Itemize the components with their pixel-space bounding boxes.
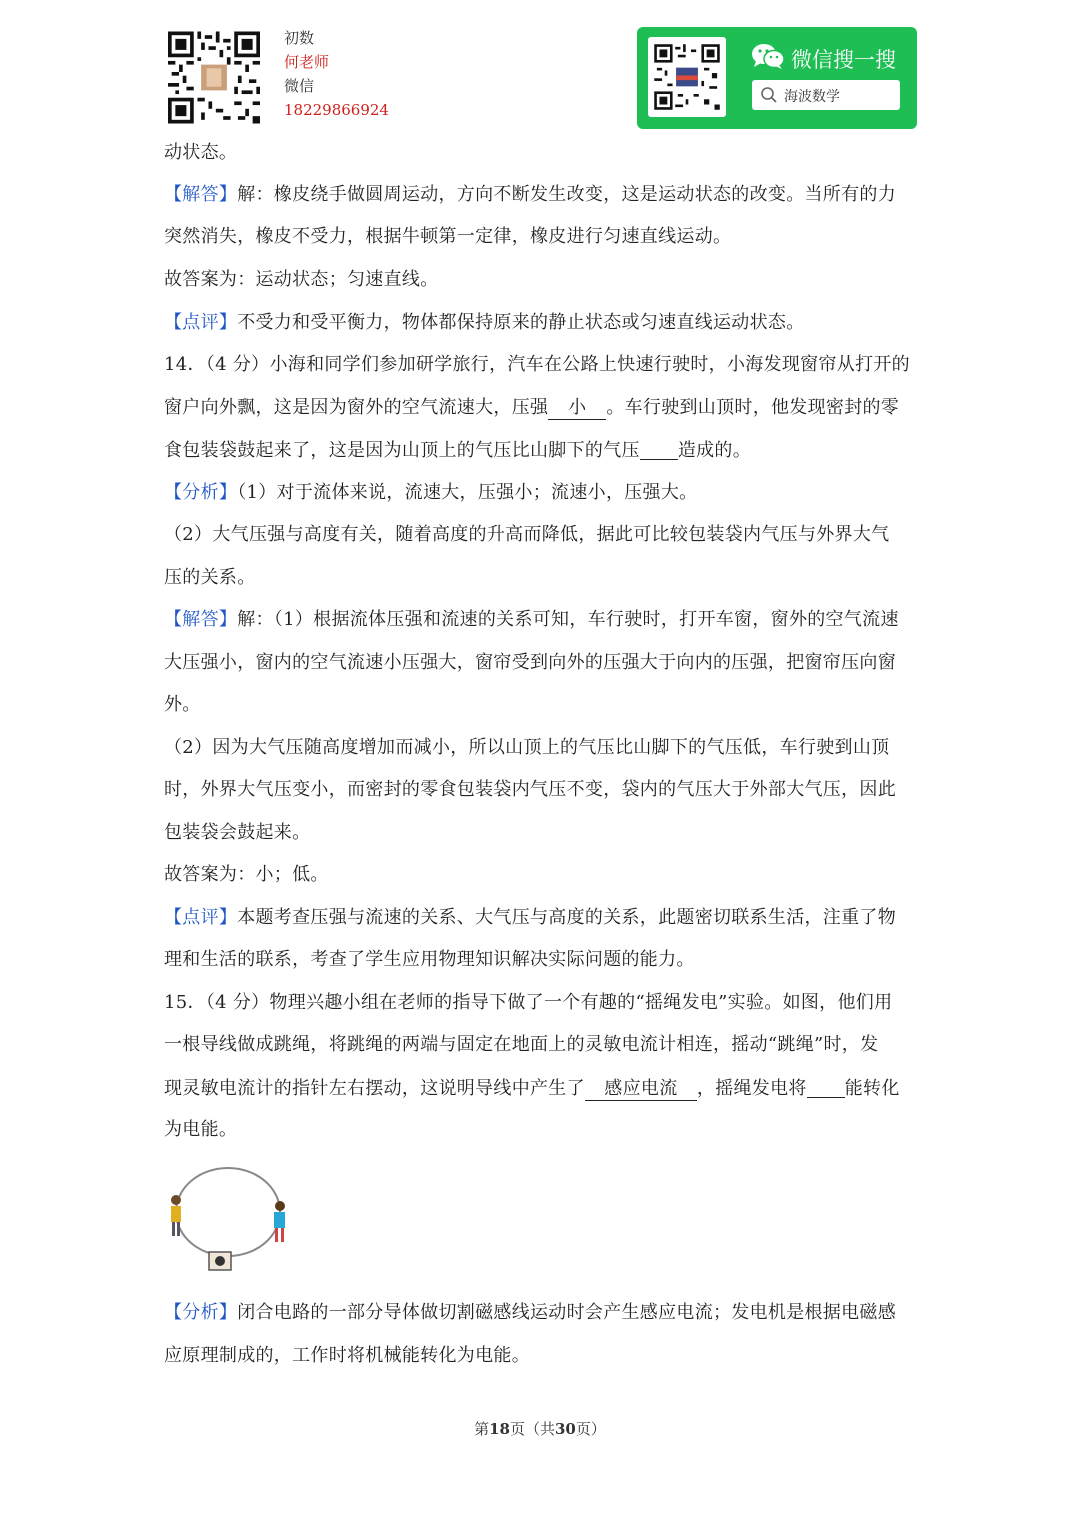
qr-code-left bbox=[168, 30, 260, 125]
answer-paragraph bbox=[164, 607, 920, 633]
text-line: 动状态。 bbox=[164, 142, 238, 163]
wechat-search-title: 微信搜一搜 bbox=[791, 48, 896, 72]
answer-paragraph bbox=[164, 182, 920, 208]
footer-middle: 页（共 bbox=[509, 1420, 555, 1438]
text-span: 不受力和受平衡力，物体都保持原来的静止状态或匀速直线运动状态。 bbox=[237, 312, 805, 333]
comment-paragraph bbox=[164, 905, 920, 931]
text-span: 本题考查压强与流速的关系、大气压与高度的关系，此题密切联系生活，注重了物 bbox=[237, 907, 896, 928]
total-pages: 30 bbox=[555, 1420, 576, 1438]
phone-number: 18229866924 bbox=[284, 101, 389, 119]
text-span: 窗户向外飘，这是因为窗外的空气流速大，压强 bbox=[164, 397, 549, 418]
text-span: （1）对于流体来说，流速大，压强小；流速小，压强大。 bbox=[237, 482, 698, 503]
analysis-tag: 【分析】 bbox=[164, 482, 238, 503]
comment-tag: 【点评】 bbox=[164, 312, 238, 333]
empty-blank bbox=[807, 1075, 845, 1098]
contact-line-3: 微信 bbox=[284, 77, 315, 95]
text-line: 为电能。 bbox=[164, 1119, 238, 1140]
wechat-logo-icon bbox=[751, 43, 785, 69]
text-span: 现灵敏电流计的指针左右摆动，这说明导线中产生了 bbox=[164, 1078, 585, 1099]
question-14: 14．（4 分）小海和同学们参加研学旅行，汽车在公路上快速行驶时，小海发现窗帘从打开的 bbox=[164, 354, 910, 375]
text-span: 闭合电路的一部分导体做切割磁感线运动时会产生感应电流；发电机是根据电磁感 bbox=[237, 1302, 896, 1323]
text-line: 应原理制成的，工作时将机械能转化为电能。 bbox=[164, 1345, 530, 1366]
text-line: 一根导线做成跳绳，将跳绳的两端与固定在地面上的灵敏电流计相连，摇动“跳绳”时，发 bbox=[164, 1034, 879, 1055]
empty-blank bbox=[640, 437, 678, 460]
search-icon bbox=[760, 86, 778, 104]
text-span: ，摇绳发电将 bbox=[696, 1078, 807, 1099]
analysis-tag: 【分析】 bbox=[164, 1302, 238, 1323]
header bbox=[0, 0, 1080, 140]
comment-paragraph bbox=[164, 310, 920, 336]
answer-tag: 【解答】 bbox=[164, 609, 238, 630]
text-line: 突然消失，橡皮不受力，根据牛顿第一定律，橡皮进行匀速直线运动。 bbox=[164, 226, 732, 247]
text-line: （2）大气压强与高度有关，随着高度的升高而降低，据此可比较包装袋内气压与外界大气 bbox=[164, 524, 890, 545]
text-span: 。车行驶到山顶时，他发现密封的零 bbox=[606, 397, 900, 418]
text-line bbox=[164, 1075, 920, 1102]
contact-info bbox=[284, 26, 389, 122]
galvanometer-icon bbox=[209, 1252, 231, 1270]
footer-prefix: 第 bbox=[474, 1420, 490, 1438]
text-line bbox=[164, 437, 920, 464]
analysis-paragraph bbox=[164, 480, 920, 506]
text-line: 故答案为：运动状态；匀速直线。 bbox=[164, 269, 439, 290]
text-line: （2）因为大气压随高度增加而减小，所以山顶上的气压比山脚下的气压低，车行驶到山顶 bbox=[164, 737, 890, 758]
question-15: 15．（4 分）物理兴趣小组在老师的指导下做了一个有趣的“摇绳发电”实验。如图，他们用 bbox=[164, 992, 893, 1013]
answer-blank: 小 bbox=[548, 397, 606, 420]
text-span: 食包装袋鼓起来了，这是因为山顶上的气压比山脚下的气压 bbox=[164, 440, 640, 461]
text-line: 理和生活的联系，考查了学生应用物理知识解决实际问题的能力。 bbox=[164, 949, 695, 970]
answer-tag: 【解答】 bbox=[164, 184, 238, 205]
text-line: 外。 bbox=[164, 694, 201, 715]
text-line: 故答案为：小；低。 bbox=[164, 864, 329, 885]
text-line bbox=[164, 395, 920, 421]
child-left-figure bbox=[171, 1195, 181, 1236]
analysis-paragraph bbox=[164, 1300, 920, 1326]
qr-code-right bbox=[648, 37, 726, 117]
text-line: 压的关系。 bbox=[164, 567, 256, 588]
text-line: 大压强小，窗内的空气流速小压强大，窗帘受到向外的压强大于向内的压强，把窗帘压向窗 bbox=[164, 652, 896, 673]
wechat-search-box[interactable] bbox=[752, 80, 900, 110]
wechat-search-card bbox=[637, 27, 917, 129]
text-line: 时，外界大气压变小，而密封的零食包装袋内气压不变，袋内的气压大于外部大气压，因此 bbox=[164, 779, 896, 800]
text-span: 解：橡皮绕手做圆周运动，方向不断发生改变，这是运动状态的改变。当所有的力 bbox=[237, 184, 896, 205]
wechat-search-query: 海波数学 bbox=[784, 89, 840, 105]
comment-tag: 【点评】 bbox=[164, 907, 238, 928]
page-footer bbox=[0, 1418, 1080, 1439]
contact-line-1: 初数 bbox=[284, 29, 315, 47]
teacher-name: 何老师 bbox=[284, 53, 330, 71]
text-line: 包装袋会鼓起来。 bbox=[164, 822, 311, 843]
text-span: 能转化 bbox=[844, 1078, 900, 1099]
current-page: 18 bbox=[489, 1420, 510, 1438]
text-span: 解：（1）根据流体压强和流速的关系可知，车行驶时，打开车窗，窗外的空气流速 bbox=[237, 609, 899, 630]
text-span: 造成的。 bbox=[677, 440, 752, 461]
answer-blank: 感应电流 bbox=[585, 1078, 697, 1101]
footer-suffix: 页） bbox=[575, 1420, 606, 1438]
jump-rope-generator-illustration bbox=[164, 1162, 292, 1274]
child-right-figure bbox=[274, 1201, 285, 1242]
